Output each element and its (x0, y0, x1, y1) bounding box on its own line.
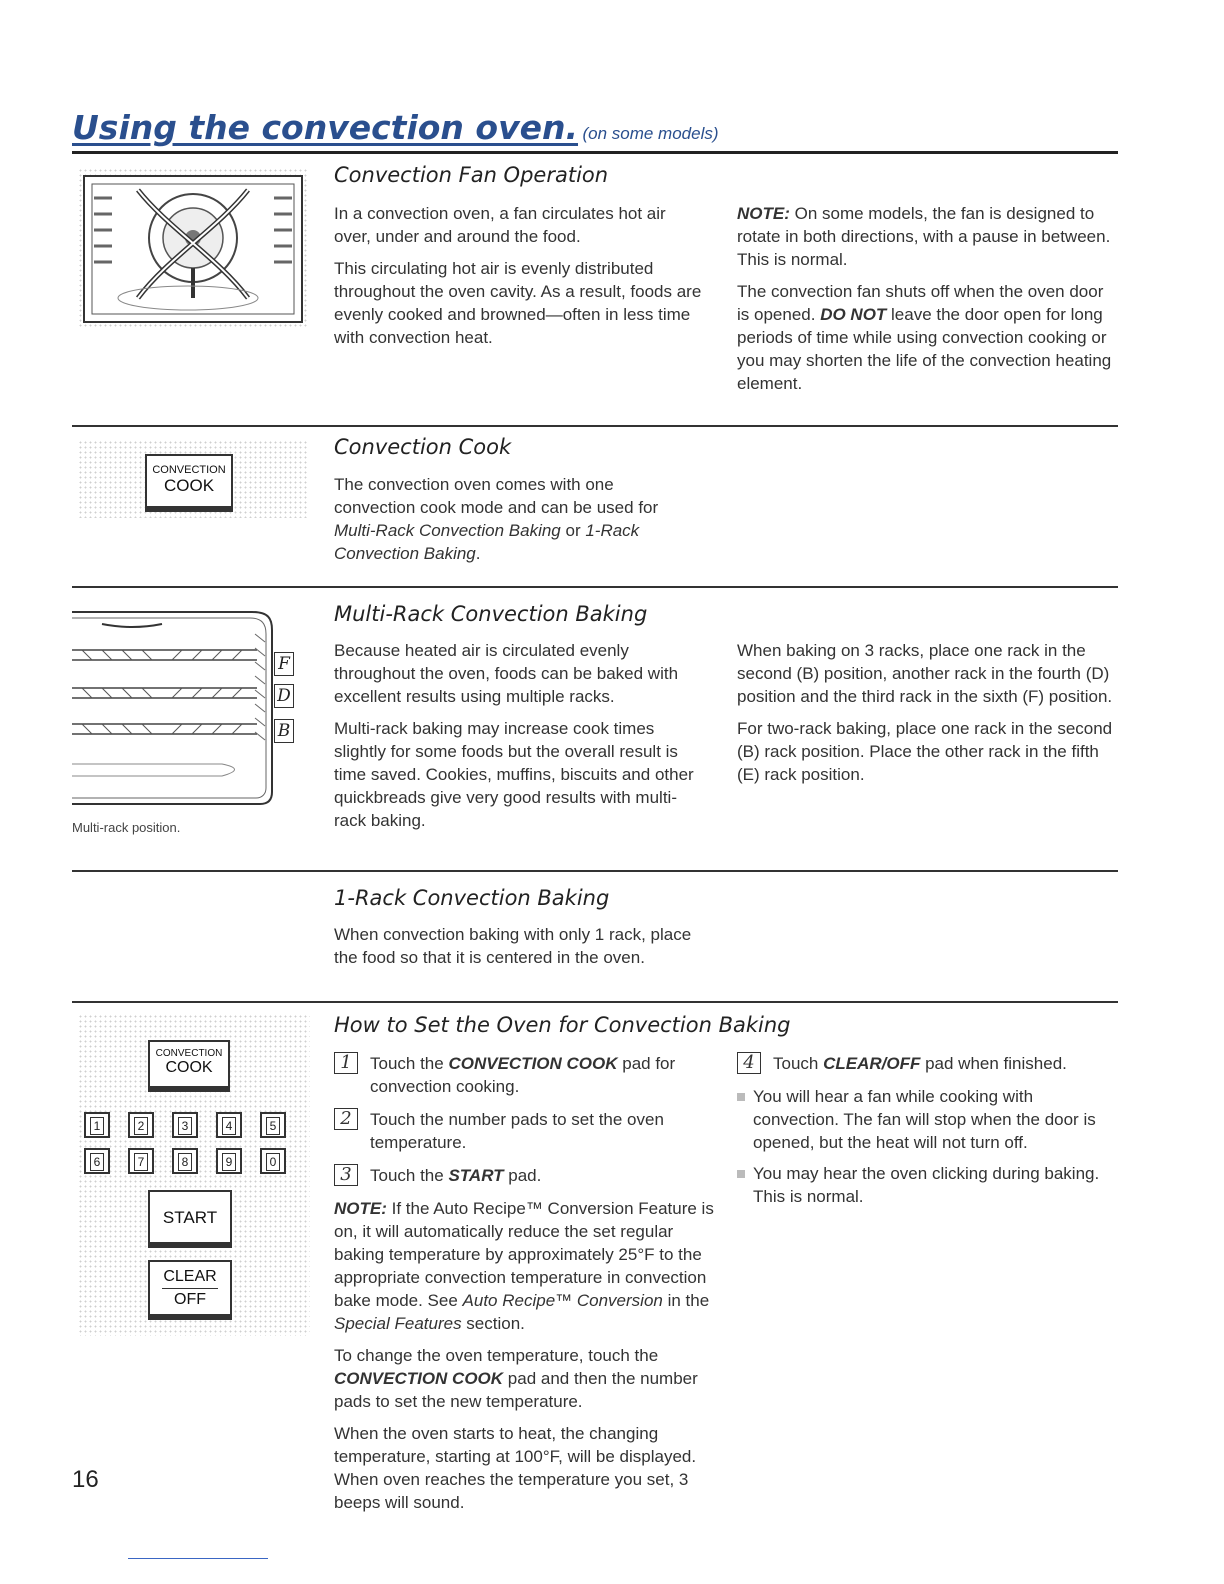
note-label: NOTE: (737, 204, 790, 223)
fan-door-para (737, 280, 1112, 395)
section-divider (72, 1001, 1118, 1003)
fan-operation-heading: Convection Fan Operation (334, 163, 609, 187)
bullet-item (737, 1085, 1119, 1154)
page-title-main: Using the convection oven. (72, 108, 579, 147)
section-divider (72, 425, 1118, 427)
step-4-text-c: pad when finished. (920, 1054, 1067, 1073)
convection-cook-heading: Convection Cook (334, 435, 512, 459)
cc-text-3: . (475, 544, 481, 563)
convection-cook-pad-2 (148, 1040, 230, 1092)
start-pad (148, 1190, 232, 1248)
convection-cook-pad-area (78, 440, 308, 518)
cc-ref-multi-rack: Multi-Rack Convection Baking (334, 521, 561, 540)
step-3-text-a: Touch the (370, 1166, 449, 1185)
how-to-heat: When the oven starts to heat, the changing temperature, starting at 100°F, will be displayed. When oven reaches the temperature you set, 3 beeps will sound. (334, 1424, 697, 1512)
change-c: pad and then the number pads to set the new temperature. (334, 1369, 698, 1411)
multi-rack-caption: Multi-rack position. (72, 820, 181, 835)
fan-operation-col1 (334, 202, 704, 358)
multi-rack-para-4: For two-rack baking, place one rack in the second (B) rack position. Place the other rack in the fifth (E) rack position. (737, 719, 1113, 784)
convection-cook-pad (145, 454, 233, 512)
pad-label-line1: CONVECTION (152, 464, 226, 476)
num-0: 0 (266, 1153, 280, 1171)
how-to-note (334, 1197, 714, 1514)
rack-diagram-svg (72, 604, 312, 814)
multi-rack-para-3: When baking on 3 racks, place one rack in the second (B) position, another rack in the fourth (D) position and the third rack in the sixth (F) position. (737, 641, 1113, 706)
door-bold: DO NOT (820, 305, 887, 324)
step-3 (334, 1164, 714, 1187)
bullet-text-1: You will hear a fan while cooking with convection. The fan will stop when the door is opened, but the heat will not turn off. (753, 1087, 1096, 1152)
num-8: 8 (178, 1153, 192, 1171)
step-4-text-b: CLEAR/OFF (823, 1054, 921, 1073)
number-pad-5 (260, 1112, 286, 1138)
one-rack-heading: 1-Rack Convection Baking (334, 886, 610, 910)
how-to-col2 (737, 1052, 1119, 1216)
step-1-number: 1 (334, 1052, 358, 1074)
pad-cook-line1: CONVECTION (155, 1048, 223, 1059)
door-text-1: The convection fan shuts off when the oven door is opened. (737, 282, 1104, 324)
footer-line (128, 1558, 268, 1559)
how-to-col1 (334, 1052, 714, 1523)
num-6: 6 (90, 1153, 104, 1171)
multi-rack-para-1: Because heated air is circulated evenly throughout the oven, foods can be baked with excellent results using multiple racks. (334, 641, 679, 706)
number-pad-1 (84, 1112, 110, 1138)
fan-operation-col2 (737, 202, 1112, 404)
step-3-text-b: START (448, 1166, 504, 1185)
how-to-note-ref1: Auto Recipe™ Conversion (462, 1291, 663, 1310)
fan-operation-note (737, 202, 1112, 271)
how-to-note-a: If the Auto Recipe™ Conversion Feature is on, it will automatically reduce the set regular baking temperature by approximately 25°F to the appropriate convection temperature in convection bake mode. See (334, 1199, 714, 1310)
fan-diagram-svg (78, 168, 308, 328)
fan-operation-para-2: This circulating hot air is evenly distributed throughout the oven cavity. As a result, foods are evenly cooked and browned—often in less time with convection heat. (334, 259, 702, 347)
num-2: 2 (134, 1117, 148, 1135)
page-number: 16 (72, 1466, 99, 1493)
cc-text-2: or (560, 521, 586, 540)
how-to-change (334, 1344, 714, 1413)
cc-ref-one-rack: 1-Rack Convection Baking (334, 521, 640, 563)
num-3: 3 (178, 1117, 192, 1135)
how-to-note-label: NOTE: (334, 1199, 387, 1218)
step-3-number: 3 (334, 1164, 358, 1186)
number-pad-0 (260, 1148, 286, 1174)
clear-pad-label: CLEAR (163, 1268, 217, 1285)
page-title (72, 108, 1118, 154)
clear-off-pad (148, 1260, 232, 1320)
fan-operation-para-1: In a convection oven, a fan circulates hot air over, under and around the food. (334, 204, 666, 246)
step-1-text-c: pad for convection cooking. (370, 1054, 676, 1096)
note-text: On some models, the fan is designed to rotate in both directions, with a pause in between. This is normal. (737, 204, 1111, 269)
one-rack-text: When convection baking with only 1 rack, place the food so that it is centered in the oven. (334, 925, 692, 967)
multi-rack-para-2: Multi-rack baking may increase cook times slightly for some foods but the overall result is time saved. Cookies, muffins, biscuits and other quickbreads give very good results with multi-rack baking. (334, 719, 694, 830)
door-text-2: leave the door open for long periods of time while using convection cooking or you may shorten the life of the convection heating element. (737, 305, 1112, 393)
num-9: 9 (222, 1153, 236, 1171)
section-divider (72, 870, 1118, 872)
how-to-note-b: in the (662, 1291, 710, 1310)
step-2 (334, 1108, 714, 1154)
num-1: 1 (90, 1117, 104, 1135)
section-divider (72, 586, 1118, 588)
step-4 (737, 1052, 1119, 1075)
step-4-number: 4 (737, 1052, 761, 1074)
rack-letter-f: F (274, 652, 294, 676)
rack-letter-b: B (274, 719, 294, 743)
bullet-text-2: You may hear the oven clicking during baking. This is normal. (753, 1164, 1100, 1206)
number-pad-2 (128, 1112, 154, 1138)
off-pad-label: OFF (174, 1291, 206, 1308)
multi-rack-col1 (334, 639, 706, 841)
rack-letter-d: D (274, 684, 294, 708)
page-title-note: (on some models) (582, 124, 719, 143)
num-4: 4 (222, 1117, 236, 1135)
step-4-text-a: Touch (773, 1054, 824, 1073)
bullet-item (737, 1162, 1119, 1208)
number-pad-3 (172, 1112, 198, 1138)
how-to-note-c: section. (461, 1314, 525, 1333)
num-7: 7 (134, 1153, 148, 1171)
step-2-number: 2 (334, 1108, 358, 1130)
number-pad-7 (128, 1148, 154, 1174)
number-pad-4 (216, 1112, 242, 1138)
number-pad-6 (84, 1148, 110, 1174)
step-1 (334, 1052, 714, 1098)
change-b: CONVECTION COOK (334, 1369, 504, 1388)
how-to-note-ref2: Special Features (334, 1314, 462, 1333)
pad-label-line2: COOK (163, 476, 215, 495)
step-2-text: Touch the number pads to set the oven temperature. (370, 1110, 664, 1152)
pad-cook-line2: COOK (165, 1059, 213, 1076)
multi-rack-col2 (737, 639, 1117, 795)
multi-rack-heading: Multi-Rack Convection Baking (334, 602, 648, 626)
step-1-text-b: CONVECTION COOK (448, 1054, 618, 1073)
num-5: 5 (266, 1117, 280, 1135)
start-pad-label: START (162, 1208, 218, 1227)
step-1-text-a: Touch the (370, 1054, 449, 1073)
change-a: To change the oven temperature, touch the (334, 1346, 659, 1365)
convection-cook-text (334, 473, 684, 574)
step-3-text-c: pad. (503, 1166, 542, 1185)
control-panel-illustration (78, 1014, 310, 1336)
number-pad-8 (172, 1148, 198, 1174)
how-to-heading: How to Set the Oven for Convection Baking (334, 1013, 791, 1037)
number-pad-9 (216, 1148, 242, 1174)
cc-text-1: The convection oven comes with one convection cook mode and can be used for (334, 475, 659, 517)
fan-illustration (78, 168, 308, 328)
multi-rack-illustration (72, 604, 312, 814)
